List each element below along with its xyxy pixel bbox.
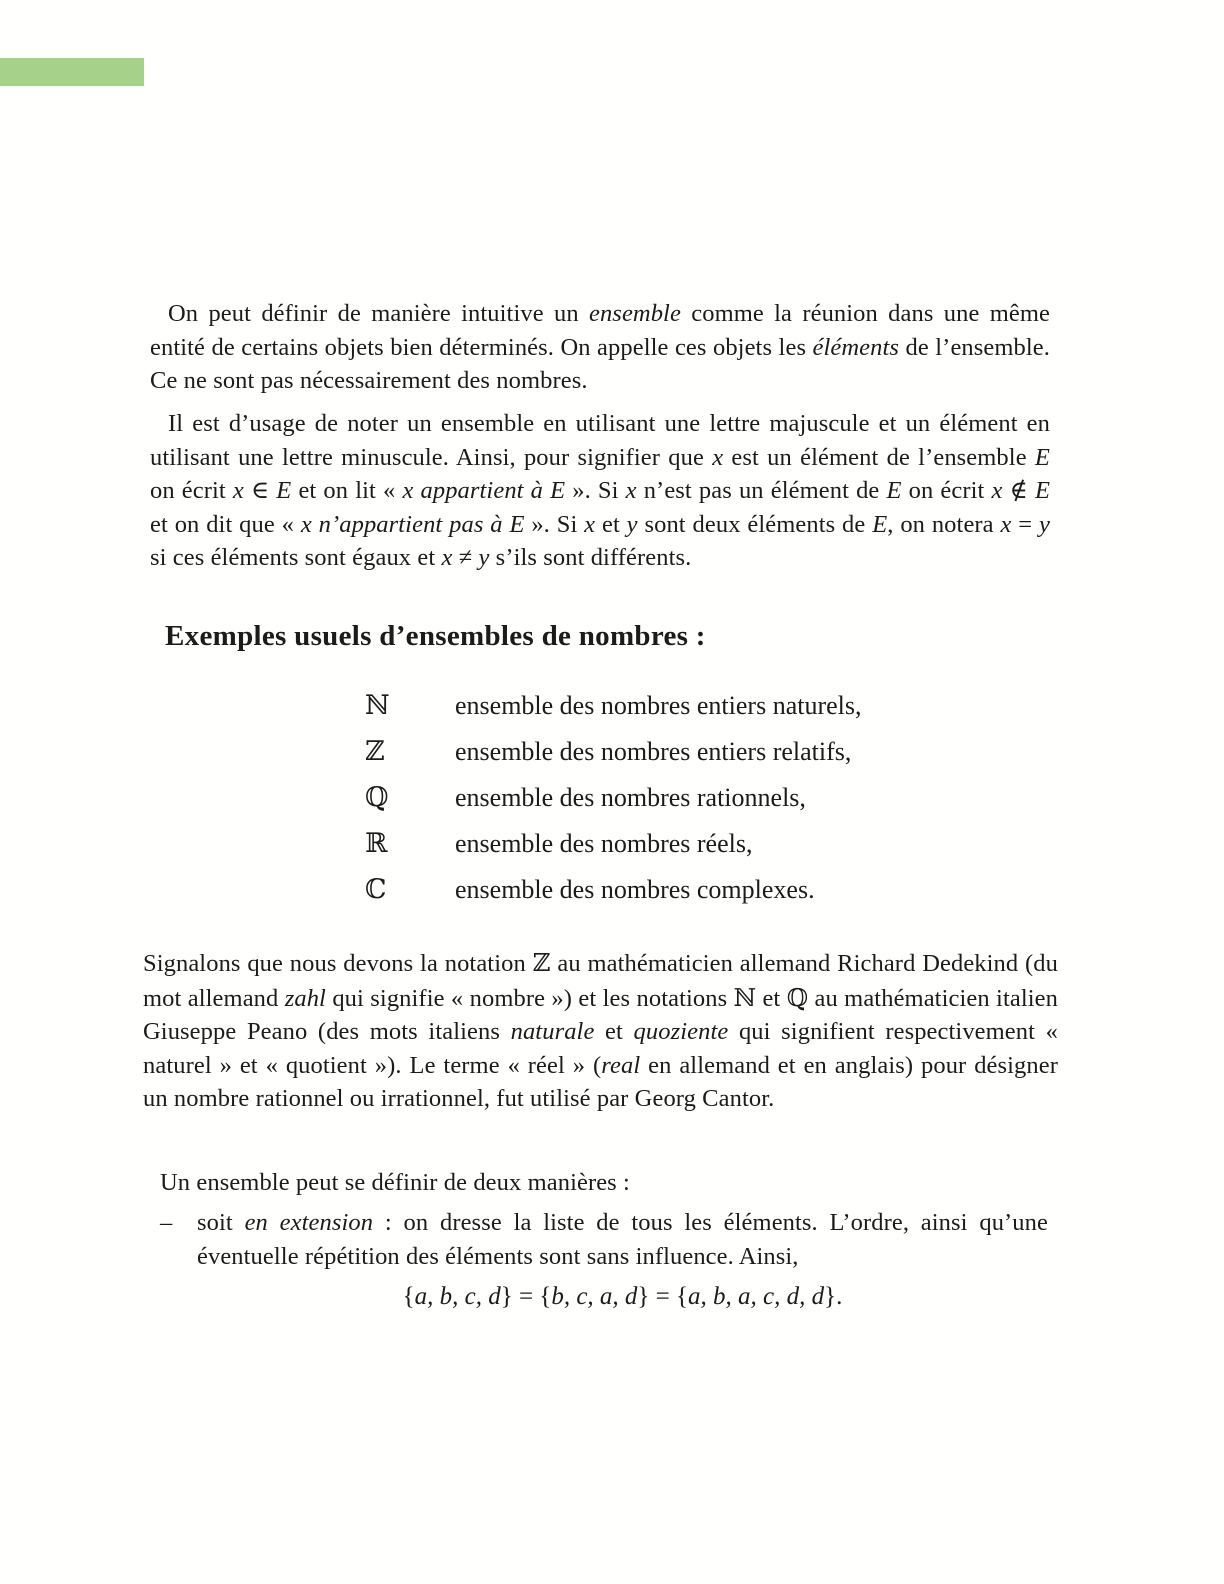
set-description: ensemble des nombres rationnels, [455, 783, 806, 812]
text-run: et [594, 1018, 634, 1045]
text-run: a, b, c, d [414, 1283, 501, 1310]
set-description: ensemble des nombres réels, [455, 829, 753, 858]
text-run: x [625, 477, 637, 504]
text-run: y [478, 544, 490, 571]
paragraph-intro-ensemble [150, 297, 1050, 398]
set-row [365, 874, 862, 920]
dash-bullet-marker: – [160, 1209, 173, 1236]
text-run: } = { [500, 1283, 552, 1310]
set-description: ensemble des nombres complexes. [455, 875, 815, 904]
text-run: x appartient à E [402, 477, 566, 504]
text-run: ». Si [565, 477, 626, 504]
text-run: b, c, a, d [551, 1283, 638, 1310]
text-run: ℕ [733, 982, 757, 1012]
set-row [365, 828, 862, 874]
text-run: est un élément de l’ensemble [723, 443, 1035, 471]
text-run: ℚ [786, 982, 809, 1012]
section-heading-exemples: Exemples usuels d’ensembles de nombres : [165, 620, 706, 652]
text-run: E [886, 477, 902, 504]
text-run: on écrit [150, 477, 233, 504]
text-run: en extension [244, 1209, 374, 1236]
text-run: qui signifient respectivement « naturel » et « quotient »). Le terme « réel » ( [143, 1018, 1058, 1079]
text-run: si ces éléments sont égaux et [150, 544, 442, 571]
text-run: naturale [510, 1018, 595, 1045]
set-row [365, 782, 862, 828]
text-run: } = { [637, 1283, 689, 1310]
text-run: ≠ [452, 544, 479, 571]
set-symbol-blackboard: ℕ [365, 690, 390, 721]
text-run: Signalons que nous devons la notation [143, 950, 533, 977]
text-run: a, b, a, c, d, d [688, 1283, 825, 1310]
text-run: quoziente [633, 1018, 729, 1045]
text-run: ». Si [524, 510, 585, 538]
number-sets-list [365, 690, 862, 920]
text-run: x [991, 477, 1003, 504]
set-row [365, 690, 862, 736]
text-run: on écrit [901, 477, 992, 504]
text-run: x [1000, 510, 1012, 538]
set-symbol-blackboard: ℝ [365, 828, 388, 859]
text-run: et [756, 984, 787, 1012]
text-run: n’est pas un élément de [636, 477, 887, 504]
text-run: et [595, 510, 627, 538]
text-run: x [232, 477, 244, 504]
text-run: ∈ [243, 477, 277, 504]
text-run: y [1039, 510, 1050, 538]
list-item-extension-text [197, 1206, 1048, 1273]
text-run: soit [197, 1209, 245, 1236]
text-run: real [601, 1051, 641, 1079]
set-row [365, 736, 862, 782]
text-run: { [402, 1283, 415, 1310]
text-run: et on dit que « [150, 510, 301, 538]
text-run: E [872, 510, 888, 538]
text-run: On peut définir de manière intuitive un [168, 300, 589, 327]
text-run: E [1034, 443, 1050, 471]
text-run: zahl [284, 984, 326, 1012]
text-run: E [276, 477, 292, 504]
text-run: de l’ensemble. Ce ne sont pas nécessairement des nombres. [150, 333, 1050, 394]
text-run: E [1034, 477, 1051, 504]
text-run: y [626, 510, 638, 538]
set-equality-formula [197, 1283, 1048, 1311]
text-run: x [441, 544, 453, 571]
set-description: ensemble des nombres entiers relatifs, [455, 737, 852, 766]
text-run: , on notera [887, 510, 1001, 538]
text-run: ∉ [1002, 477, 1035, 504]
text-run: Il est d’usage de noter un ensemble en utilisant une lettre majuscule et un élément en utilisant une lettre minuscule. Ainsi, pour signifier que [150, 410, 1050, 471]
paragraph-definition-intro [150, 1166, 1050, 1200]
text-run: = [1011, 510, 1039, 538]
text-run: au mathématicien allemand Richard Dedekind (du mot allemand [143, 950, 1058, 1012]
text-run: x [712, 443, 724, 471]
text-run: s’ils sont différents. [489, 544, 692, 571]
text-run: en allemand et en anglais) pour désigner un nombre rationnel ou irrationnel, fut utilisé par Georg Cantor. [143, 1051, 1058, 1112]
text-run: comme la réunion dans une même entité de certains objets bien déterminés. On appelle ces objets les [150, 300, 1050, 361]
text-run: x n’appartient pas à E [300, 510, 525, 538]
list-item-extension [160, 1206, 1048, 1273]
set-description: ensemble des nombres entiers naturels, [455, 691, 862, 720]
text-run: x [584, 510, 596, 538]
text-run: ensemble [588, 300, 681, 327]
text-run: sont deux éléments de [637, 510, 873, 538]
text-run: et on lit « [291, 477, 403, 504]
text-run: éléments [812, 333, 900, 361]
set-symbol-blackboard: ℚ [365, 782, 389, 813]
text-run: qui signifie « nombre ») et les notations [325, 984, 734, 1012]
text-run: ℤ [532, 948, 551, 977]
text-run: au mathématicien italien Giuseppe Peano (des mots italiens [143, 984, 1058, 1045]
paragraph-notation-history [143, 946, 1058, 1116]
green-accent-bar [0, 58, 144, 86]
set-symbol-blackboard: ℤ [365, 736, 385, 767]
text-run: : on dresse la liste de tous les éléments. L’ordre, ainsi qu’une éventuelle répétition des éléments sont sans influence. Ainsi, [197, 1209, 1048, 1270]
text-run: }. [824, 1283, 843, 1310]
set-symbol-blackboard: ℂ [365, 874, 387, 905]
text-run: Un ensemble peut se définir de deux manières : [160, 1169, 630, 1196]
paragraph-notation-usage [150, 407, 1050, 575]
